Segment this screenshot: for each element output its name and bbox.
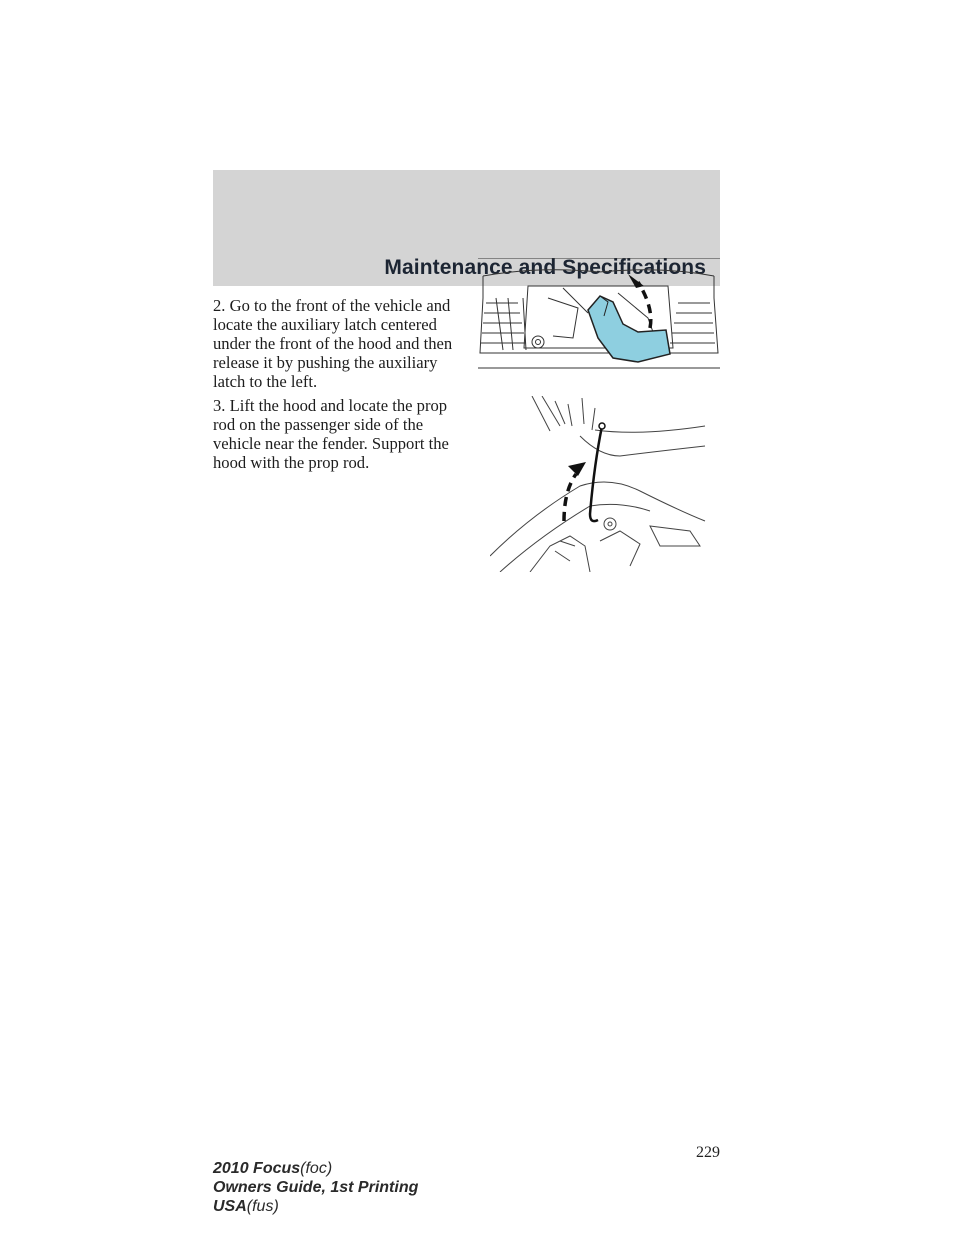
auxiliary-latch-illustration	[478, 258, 720, 374]
document-footer	[213, 1159, 418, 1216]
step-3-text: 3. Lift the hood and locate the prop rod on the passenger side of the vehicle near the fender. Support the hood with the prop rod.	[213, 396, 449, 472]
footer-model: 2010 Focus	[213, 1160, 301, 1177]
hood-prop-rod-illustration	[490, 396, 710, 572]
section-title: Maintenance and Specifications	[384, 256, 706, 279]
page-number: 229	[696, 1144, 720, 1161]
footer-guide: Owners Guide, 1st Printing	[213, 1179, 419, 1196]
footer-region-code: (fus)	[246, 1198, 279, 1215]
footer-model-code: (foc)	[300, 1160, 333, 1177]
footer-region: USA	[213, 1198, 247, 1215]
step-2-text: 2. Go to the front of the vehicle and locate the auxiliary latch centered under the front of the hood and then release it by pushing the auxiliary latch to the left.	[213, 296, 453, 391]
